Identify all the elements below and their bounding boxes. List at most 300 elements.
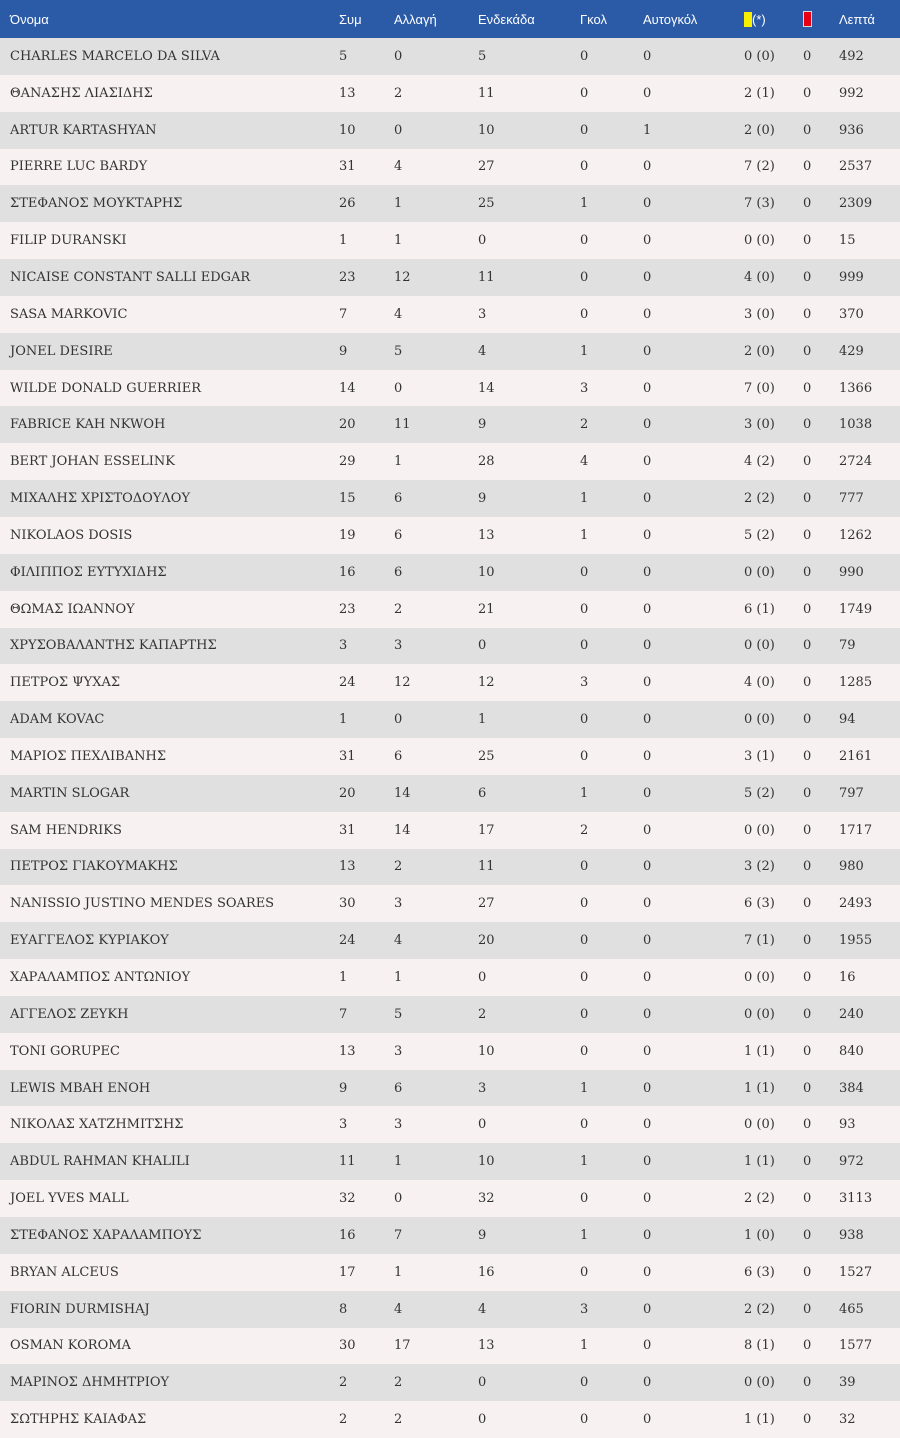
cell-red-cards: 0 bbox=[803, 1154, 812, 1170]
cell-substitute: 6 bbox=[394, 1080, 403, 1096]
cell-minutes: 370 bbox=[839, 306, 864, 322]
cell-goals: 0 bbox=[580, 748, 589, 764]
cell-substitute: 11 bbox=[394, 417, 411, 433]
cell-starting: 25 bbox=[478, 748, 495, 764]
cell-starting: 1 bbox=[478, 712, 487, 728]
cell-red-cards: 0 bbox=[803, 491, 812, 507]
cell-starting: 14 bbox=[478, 380, 495, 396]
cell-minutes: 990 bbox=[839, 564, 864, 580]
cell-substitute: 3 bbox=[394, 896, 403, 912]
cell-yellow-cards: 2 (2) bbox=[744, 1191, 775, 1207]
cell-substitute: 6 bbox=[394, 748, 403, 764]
cell-yellow-cards: 7 (3) bbox=[744, 196, 775, 212]
cell-goals: 1 bbox=[580, 491, 589, 507]
cell-appearances: 20 bbox=[339, 417, 356, 433]
player-name: ΜΙΧΑΛΗΣ ΧΡΙΣΤΟΔΟΥΛΟΥ bbox=[10, 491, 191, 507]
cell-appearances: 17 bbox=[339, 1264, 356, 1280]
cell-red-cards: 0 bbox=[803, 527, 812, 543]
cell-starting: 11 bbox=[478, 85, 495, 101]
cell-yellow-cards: 4 (2) bbox=[744, 454, 775, 470]
cell-substitute: 2 bbox=[394, 1412, 403, 1428]
cell-appearances: 1 bbox=[339, 712, 348, 728]
cell-starting: 0 bbox=[478, 1117, 487, 1133]
cell-yellow-cards: 2 (0) bbox=[744, 343, 775, 359]
cell-red-cards: 0 bbox=[803, 380, 812, 396]
cell-starting: 21 bbox=[478, 601, 495, 617]
cell-substitute: 5 bbox=[394, 1006, 403, 1022]
cell-goals: 0 bbox=[580, 306, 589, 322]
cell-red-cards: 0 bbox=[803, 675, 812, 691]
cell-starting: 13 bbox=[478, 527, 495, 543]
cell-yellow-cards: 0 (0) bbox=[744, 1006, 775, 1022]
table-row bbox=[0, 628, 900, 665]
cell-minutes: 1038 bbox=[839, 417, 873, 433]
cell-own-goals: 0 bbox=[643, 417, 652, 433]
header-starting[interactable]: Ενδεκάδα bbox=[478, 11, 535, 27]
cell-yellow-cards: 1 (1) bbox=[744, 1154, 775, 1170]
cell-minutes: 797 bbox=[839, 785, 864, 801]
cell-yellow-cards: 1 (1) bbox=[744, 1412, 775, 1428]
cell-goals: 0 bbox=[580, 1191, 589, 1207]
cell-own-goals: 0 bbox=[643, 1301, 652, 1317]
cell-red-cards: 0 bbox=[803, 306, 812, 322]
cell-own-goals: 0 bbox=[643, 1338, 652, 1354]
player-name: ΣΤΕΦΑΝΟΣ ΧΑΡΑΛΑΜΠΟΥΣ bbox=[10, 1227, 202, 1243]
cell-goals: 3 bbox=[580, 1301, 589, 1317]
cell-red-cards: 0 bbox=[803, 896, 812, 912]
cell-goals: 0 bbox=[580, 564, 589, 580]
cell-substitute: 4 bbox=[394, 159, 403, 175]
cell-yellow-cards: 5 (2) bbox=[744, 527, 775, 543]
table-row bbox=[0, 517, 900, 554]
cell-minutes: 32 bbox=[839, 1412, 856, 1428]
cell-starting: 11 bbox=[478, 269, 495, 285]
cell-substitute: 3 bbox=[394, 1043, 403, 1059]
cell-yellow-cards: 0 (0) bbox=[744, 48, 775, 64]
cell-own-goals: 0 bbox=[643, 564, 652, 580]
cell-yellow-cards: 0 (0) bbox=[744, 564, 775, 580]
cell-goals: 1 bbox=[580, 527, 589, 543]
cell-minutes: 936 bbox=[839, 122, 864, 138]
table-row bbox=[0, 112, 900, 149]
cell-substitute: 7 bbox=[394, 1227, 403, 1243]
cell-yellow-cards: 2 (1) bbox=[744, 85, 775, 101]
header-own-goals[interactable]: Αυτογκόλ bbox=[643, 11, 698, 27]
cell-starting: 6 bbox=[478, 785, 487, 801]
cell-goals: 0 bbox=[580, 269, 589, 285]
cell-minutes: 240 bbox=[839, 1006, 864, 1022]
cell-goals: 1 bbox=[580, 1080, 589, 1096]
cell-yellow-cards: 4 (0) bbox=[744, 269, 775, 285]
cell-own-goals: 0 bbox=[643, 1117, 652, 1133]
cell-substitute: 3 bbox=[394, 1117, 403, 1133]
cell-own-goals: 0 bbox=[643, 859, 652, 875]
cell-goals: 3 bbox=[580, 675, 589, 691]
cell-substitute: 1 bbox=[394, 1154, 403, 1170]
cell-appearances: 14 bbox=[339, 380, 356, 396]
table-row bbox=[0, 1254, 900, 1291]
cell-own-goals: 0 bbox=[643, 638, 652, 654]
cell-appearances: 31 bbox=[339, 748, 356, 764]
cell-yellow-cards: 7 (1) bbox=[744, 933, 775, 949]
cell-starting: 0 bbox=[478, 1412, 487, 1428]
cell-appearances: 2 bbox=[339, 1375, 348, 1391]
table-row bbox=[0, 1106, 900, 1143]
cell-red-cards: 0 bbox=[803, 417, 812, 433]
player-name: ΕΥΑΓΓΕΛΟΣ ΚΥΡΙΑΚΟΥ bbox=[10, 933, 169, 949]
cell-red-cards: 0 bbox=[803, 343, 812, 359]
table-row bbox=[0, 370, 900, 407]
cell-starting: 27 bbox=[478, 159, 495, 175]
table-row bbox=[0, 333, 900, 370]
table-row bbox=[0, 922, 900, 959]
cell-starting: 10 bbox=[478, 122, 495, 138]
table-row bbox=[0, 75, 900, 112]
cell-substitute: 4 bbox=[394, 306, 403, 322]
cell-goals: 0 bbox=[580, 48, 589, 64]
table-row bbox=[0, 1070, 900, 1107]
header-goals[interactable]: Γκολ bbox=[580, 11, 607, 27]
cell-appearances: 13 bbox=[339, 85, 356, 101]
cell-starting: 11 bbox=[478, 859, 495, 875]
cell-minutes: 999 bbox=[839, 269, 864, 285]
table-row bbox=[0, 149, 900, 186]
cell-goals: 0 bbox=[580, 1264, 589, 1280]
cell-appearances: 30 bbox=[339, 1338, 356, 1354]
player-name: ΣΩΤΗΡΗΣ ΚΑΙΑΦΑΣ bbox=[10, 1412, 147, 1428]
cell-red-cards: 0 bbox=[803, 1117, 812, 1133]
table-row bbox=[0, 996, 900, 1033]
cell-yellow-cards: 6 (3) bbox=[744, 896, 775, 912]
cell-appearances: 5 bbox=[339, 48, 348, 64]
cell-own-goals: 0 bbox=[643, 712, 652, 728]
cell-own-goals: 0 bbox=[643, 306, 652, 322]
cell-goals: 1 bbox=[580, 1154, 589, 1170]
cell-goals: 1 bbox=[580, 196, 589, 212]
cell-starting: 10 bbox=[478, 1154, 495, 1170]
cell-substitute: 2 bbox=[394, 601, 403, 617]
cell-appearances: 7 bbox=[339, 306, 348, 322]
player-name: FILIP DURANSKI bbox=[10, 233, 127, 249]
cell-goals: 1 bbox=[580, 1227, 589, 1243]
cell-substitute: 17 bbox=[394, 1338, 411, 1354]
cell-substitute: 6 bbox=[394, 527, 403, 543]
cell-appearances: 24 bbox=[339, 933, 356, 949]
cell-own-goals: 0 bbox=[643, 343, 652, 359]
cell-yellow-cards: 0 (0) bbox=[744, 822, 775, 838]
cell-appearances: 3 bbox=[339, 638, 348, 654]
cell-substitute: 1 bbox=[394, 454, 403, 470]
cell-goals: 1 bbox=[580, 1338, 589, 1354]
cell-minutes: 1955 bbox=[839, 933, 873, 949]
cell-red-cards: 0 bbox=[803, 1191, 812, 1207]
cell-appearances: 7 bbox=[339, 1006, 348, 1022]
cell-appearances: 20 bbox=[339, 785, 356, 801]
cell-red-cards: 0 bbox=[803, 159, 812, 175]
table-row bbox=[0, 775, 900, 812]
cell-minutes: 1527 bbox=[839, 1264, 873, 1280]
table-row bbox=[0, 222, 900, 259]
player-name: OSMAN KOROMA bbox=[10, 1338, 131, 1354]
table-row bbox=[0, 185, 900, 222]
table-row bbox=[0, 664, 900, 701]
cell-substitute: 14 bbox=[394, 822, 411, 838]
cell-red-cards: 0 bbox=[803, 1375, 812, 1391]
cell-starting: 0 bbox=[478, 970, 487, 986]
cell-red-cards: 0 bbox=[803, 122, 812, 138]
cell-appearances: 19 bbox=[339, 527, 356, 543]
player-name: SAM HENDRIKS bbox=[10, 822, 122, 838]
cell-substitute: 1 bbox=[394, 196, 403, 212]
cell-own-goals: 0 bbox=[643, 527, 652, 543]
cell-yellow-cards: 7 (2) bbox=[744, 159, 775, 175]
cell-minutes: 3113 bbox=[839, 1191, 873, 1207]
cell-goals: 0 bbox=[580, 1006, 589, 1022]
header-name[interactable]: Όνομα bbox=[10, 11, 49, 27]
cell-minutes: 39 bbox=[839, 1375, 856, 1391]
table-row bbox=[0, 1401, 900, 1438]
cell-appearances: 1 bbox=[339, 970, 348, 986]
cell-goals: 0 bbox=[580, 159, 589, 175]
header-minutes[interactable]: Λεπτά bbox=[839, 11, 875, 27]
cell-substitute: 12 bbox=[394, 269, 411, 285]
cell-appearances: 9 bbox=[339, 343, 348, 359]
cell-goals: 0 bbox=[580, 601, 589, 617]
table-row bbox=[0, 885, 900, 922]
table-row bbox=[0, 1328, 900, 1365]
cell-own-goals: 0 bbox=[643, 1006, 652, 1022]
cell-own-goals: 0 bbox=[643, 601, 652, 617]
table-row bbox=[0, 38, 900, 75]
cell-own-goals: 0 bbox=[643, 1227, 652, 1243]
cell-own-goals: 0 bbox=[643, 675, 652, 691]
player-name: SASA MARKOVIC bbox=[10, 306, 128, 322]
cell-own-goals: 0 bbox=[643, 159, 652, 175]
cell-own-goals: 0 bbox=[643, 48, 652, 64]
cell-appearances: 11 bbox=[339, 1154, 356, 1170]
cell-substitute: 0 bbox=[394, 48, 403, 64]
cell-minutes: 992 bbox=[839, 85, 864, 101]
cell-yellow-cards: 0 (0) bbox=[744, 712, 775, 728]
cell-appearances: 13 bbox=[339, 1043, 356, 1059]
cell-red-cards: 0 bbox=[803, 970, 812, 986]
cell-minutes: 1717 bbox=[839, 822, 873, 838]
cell-appearances: 15 bbox=[339, 491, 356, 507]
cell-own-goals: 0 bbox=[643, 1375, 652, 1391]
cell-yellow-cards: 4 (0) bbox=[744, 675, 775, 691]
player-name: FIORIN DURMISHAJ bbox=[10, 1301, 150, 1317]
table-row bbox=[0, 554, 900, 591]
table-row bbox=[0, 738, 900, 775]
cell-minutes: 1262 bbox=[839, 527, 873, 543]
cell-substitute: 14 bbox=[394, 785, 411, 801]
cell-red-cards: 0 bbox=[803, 48, 812, 64]
cell-starting: 2 bbox=[478, 1006, 487, 1022]
cell-goals: 1 bbox=[580, 343, 589, 359]
player-name: ΝΙΚΟΛΑΣ ΧΑΤΖΗΜΙΤΣΗΣ bbox=[10, 1117, 184, 1133]
table-row bbox=[0, 1364, 900, 1401]
player-name: ΑΓΓΕΛΟΣ ΖΕΥΚΗ bbox=[10, 1006, 129, 1022]
cell-substitute: 0 bbox=[394, 1191, 403, 1207]
cell-goals: 0 bbox=[580, 970, 589, 986]
cell-yellow-cards: 0 (0) bbox=[744, 233, 775, 249]
player-name: ΘΑΝΑΣΗΣ ΛΙΑΣΙΔΗΣ bbox=[10, 85, 153, 101]
table-row bbox=[0, 701, 900, 738]
cell-red-cards: 0 bbox=[803, 1043, 812, 1059]
table-row bbox=[0, 812, 900, 849]
cell-appearances: 10 bbox=[339, 122, 356, 138]
table-row bbox=[0, 480, 900, 517]
cell-substitute: 4 bbox=[394, 1301, 403, 1317]
cell-appearances: 23 bbox=[339, 601, 356, 617]
cell-red-cards: 0 bbox=[803, 1080, 812, 1096]
player-name: NANISSIO JUSTINO MENDES SOARES bbox=[10, 896, 275, 912]
cell-goals: 0 bbox=[580, 85, 589, 101]
cell-minutes: 15 bbox=[839, 233, 856, 249]
cell-minutes: 840 bbox=[839, 1043, 864, 1059]
cell-own-goals: 0 bbox=[643, 785, 652, 801]
cell-yellow-cards: 3 (1) bbox=[744, 748, 775, 764]
cell-red-cards: 0 bbox=[803, 933, 812, 949]
cell-own-goals: 0 bbox=[643, 491, 652, 507]
cell-red-cards: 0 bbox=[803, 454, 812, 470]
player-name: JONEL DESIRE bbox=[10, 343, 113, 359]
cell-minutes: 1749 bbox=[839, 601, 873, 617]
cell-red-cards: 0 bbox=[803, 196, 812, 212]
table-row bbox=[0, 443, 900, 480]
table-row bbox=[0, 959, 900, 996]
cell-substitute: 5 bbox=[394, 343, 403, 359]
cell-yellow-cards: 6 (3) bbox=[744, 1264, 775, 1280]
cell-appearances: 26 bbox=[339, 196, 356, 212]
cell-minutes: 429 bbox=[839, 343, 864, 359]
player-name: JOEL YVES MALL bbox=[10, 1191, 129, 1207]
cell-minutes: 2161 bbox=[839, 748, 873, 764]
player-name: ΠΕΤΡΟΣ ΓΙΑΚΟΥΜΑΚΗΣ bbox=[10, 859, 178, 875]
cell-starting: 17 bbox=[478, 822, 495, 838]
cell-starting: 9 bbox=[478, 1227, 487, 1243]
header-substitute[interactable]: Αλλαγή bbox=[394, 11, 437, 27]
cell-substitute: 0 bbox=[394, 712, 403, 728]
cell-own-goals: 0 bbox=[643, 1264, 652, 1280]
cell-red-cards: 0 bbox=[803, 1301, 812, 1317]
player-name: ΜΑΡΙΝΟΣ ΔΗΜΗΤΡΙΟΥ bbox=[10, 1375, 170, 1391]
cell-appearances: 16 bbox=[339, 1227, 356, 1243]
table-header bbox=[0, 0, 900, 38]
cell-own-goals: 0 bbox=[643, 454, 652, 470]
cell-yellow-cards: 6 (1) bbox=[744, 601, 775, 617]
player-name: FABRICE KAH NKWOH bbox=[10, 417, 166, 433]
cell-minutes: 79 bbox=[839, 638, 856, 654]
cell-starting: 28 bbox=[478, 454, 495, 470]
cell-goals: 0 bbox=[580, 933, 589, 949]
cell-appearances: 2 bbox=[339, 1412, 348, 1428]
cell-starting: 3 bbox=[478, 306, 487, 322]
cell-own-goals: 0 bbox=[643, 933, 652, 949]
cell-substitute: 1 bbox=[394, 970, 403, 986]
player-name: ΣΤΕΦΑΝΟΣ ΜΟΥΚΤΑΡΗΣ bbox=[10, 196, 183, 212]
header-appearances[interactable]: Συμ bbox=[339, 11, 362, 27]
header-yellow-cards[interactable] bbox=[744, 0, 803, 38]
cell-substitute: 6 bbox=[394, 564, 403, 580]
cell-starting: 10 bbox=[478, 1043, 495, 1059]
cell-substitute: 2 bbox=[394, 1375, 403, 1391]
cell-goals: 4 bbox=[580, 454, 589, 470]
player-name: ARTUR KARTASHYAN bbox=[10, 122, 157, 138]
cell-appearances: 23 bbox=[339, 269, 356, 285]
cell-red-cards: 0 bbox=[803, 1006, 812, 1022]
cell-red-cards: 0 bbox=[803, 269, 812, 285]
cell-own-goals: 0 bbox=[643, 1043, 652, 1059]
cell-minutes: 2724 bbox=[839, 454, 873, 470]
cell-appearances: 31 bbox=[339, 822, 356, 838]
yellow-card-icon bbox=[744, 12, 752, 27]
player-name: LEWIS MBAH ENOH bbox=[10, 1080, 151, 1096]
player-name: ABDUL RAHMAN KHALILI bbox=[10, 1154, 190, 1170]
cell-minutes: 980 bbox=[839, 859, 864, 875]
header-red-cards[interactable] bbox=[803, 0, 839, 38]
cell-minutes: 93 bbox=[839, 1117, 856, 1133]
cell-appearances: 3 bbox=[339, 1117, 348, 1133]
cell-minutes: 1577 bbox=[839, 1338, 873, 1354]
cell-appearances: 31 bbox=[339, 159, 356, 175]
cell-starting: 0 bbox=[478, 638, 487, 654]
table-row bbox=[0, 1033, 900, 1070]
cell-minutes: 465 bbox=[839, 1301, 864, 1317]
cell-yellow-cards: 1 (1) bbox=[744, 1043, 775, 1059]
player-name: TONI GORUPEC bbox=[10, 1043, 120, 1059]
player-name: NIKOLAOS DOSIS bbox=[10, 527, 133, 543]
player-name: ΘΩΜΑΣ ΙΩΑΝΝΟΥ bbox=[10, 601, 135, 617]
cell-substitute: 1 bbox=[394, 233, 403, 249]
cell-starting: 12 bbox=[478, 675, 495, 691]
cell-minutes: 2537 bbox=[839, 159, 873, 175]
cell-goals: 0 bbox=[580, 1412, 589, 1428]
cell-red-cards: 0 bbox=[803, 564, 812, 580]
cell-starting: 25 bbox=[478, 196, 495, 212]
cell-red-cards: 0 bbox=[803, 785, 812, 801]
cell-starting: 4 bbox=[478, 1301, 487, 1317]
player-name: ΧΑΡΑΛΑΜΠΟΣ ΑΝΤΩΝΙΟΥ bbox=[10, 970, 191, 986]
cell-goals: 1 bbox=[580, 785, 589, 801]
cell-own-goals: 0 bbox=[643, 1412, 652, 1428]
cell-minutes: 938 bbox=[839, 1227, 864, 1243]
cell-red-cards: 0 bbox=[803, 638, 812, 654]
cell-own-goals: 0 bbox=[643, 822, 652, 838]
cell-yellow-cards: 0 (0) bbox=[744, 1375, 775, 1391]
cell-substitute: 2 bbox=[394, 85, 403, 101]
cell-own-goals: 0 bbox=[643, 1080, 652, 1096]
cell-own-goals: 1 bbox=[643, 122, 652, 138]
cell-red-cards: 0 bbox=[803, 1338, 812, 1354]
cell-yellow-cards: 3 (0) bbox=[744, 417, 775, 433]
cell-appearances: 29 bbox=[339, 454, 356, 470]
cell-substitute: 1 bbox=[394, 1264, 403, 1280]
cell-red-cards: 0 bbox=[803, 859, 812, 875]
player-name: ΧΡΥΣΟΒΑΛΑΝΤΗΣ ΚΑΠΑΡΤΗΣ bbox=[10, 638, 217, 654]
cell-starting: 0 bbox=[478, 1375, 487, 1391]
cell-red-cards: 0 bbox=[803, 1227, 812, 1243]
table-row bbox=[0, 849, 900, 886]
cell-goals: 0 bbox=[580, 1043, 589, 1059]
cell-minutes: 16 bbox=[839, 970, 856, 986]
cell-red-cards: 0 bbox=[803, 1412, 812, 1428]
player-name: BRYAN ALCEUS bbox=[10, 1264, 119, 1280]
cell-minutes: 1285 bbox=[839, 675, 873, 691]
table-row bbox=[0, 406, 900, 443]
red-card-icon bbox=[803, 11, 812, 27]
cell-starting: 32 bbox=[478, 1191, 495, 1207]
